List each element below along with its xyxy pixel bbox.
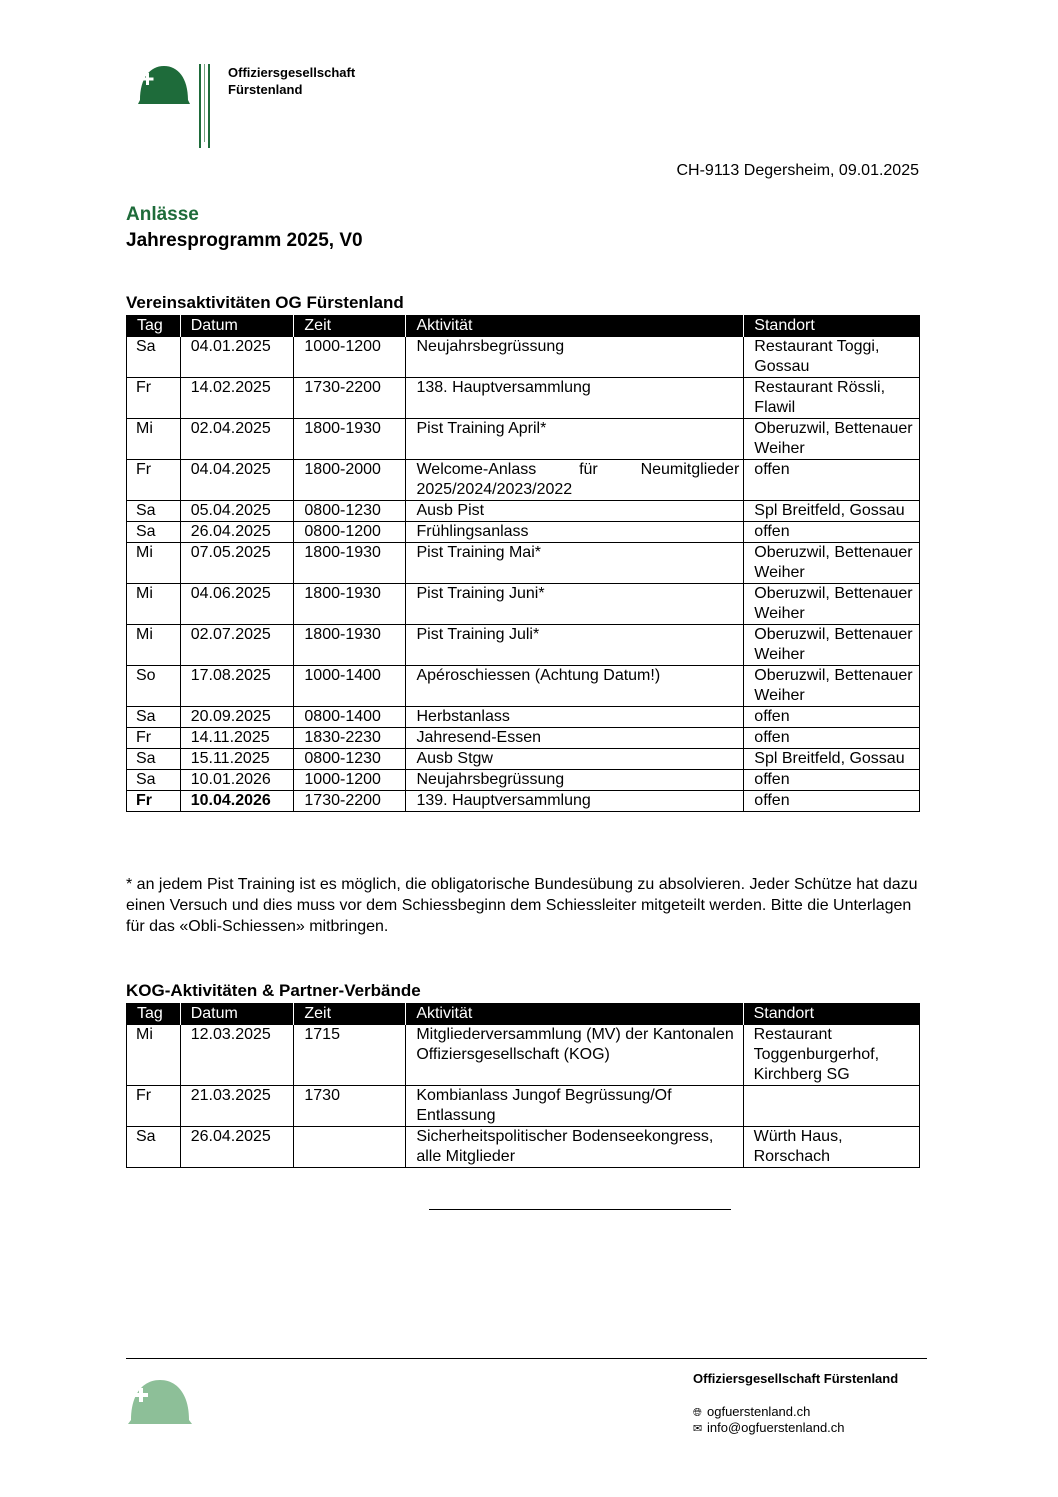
- aktivitaet-word: für: [579, 461, 598, 478]
- cell-datum: 02.04.2025: [180, 419, 294, 460]
- globe-icon: 🌐︎: [693, 1407, 702, 1419]
- cell-aktivitaet: Frühlingsanlass: [406, 522, 744, 543]
- table-row: [127, 770, 920, 791]
- cell-standort: Spl Breitfeld, Gossau: [744, 749, 920, 770]
- cell-standort: offen: [744, 522, 920, 543]
- col-header-tag: Tag: [127, 315, 181, 337]
- cell-zeit: 1800-1930: [294, 584, 406, 625]
- cell-standort: offen: [744, 770, 920, 791]
- cell-tag: Mi: [127, 419, 181, 460]
- cell-tag: Mi: [127, 1025, 181, 1086]
- cell-datum: 26.04.2025: [180, 522, 294, 543]
- footer-website[interactable]: [693, 1404, 810, 1420]
- table-row: [127, 728, 920, 749]
- cell-zeit: 1715: [294, 1025, 406, 1086]
- cell-datum: 05.04.2025: [180, 501, 294, 522]
- helmet-logo: [136, 62, 192, 106]
- cell-aktivitaet: 139. Hauptversammlung: [406, 791, 744, 812]
- cell-standort: Spl Breitfeld, Gossau: [744, 501, 920, 522]
- cell-zeit: 0800-1230: [294, 749, 406, 770]
- cell-tag: Sa: [127, 770, 181, 791]
- aktivitaet-word: Welcome-Anlass: [416, 461, 537, 478]
- document-title: Jahresprogramm 2025, V0: [126, 230, 363, 251]
- table-row: [127, 337, 920, 378]
- schedule-table-verein: [126, 315, 920, 812]
- cell-tag: Sa: [127, 749, 181, 770]
- cell-datum: 15.11.2025: [180, 749, 294, 770]
- place-date: CH-9113 Degersheim, 09.01.2025: [676, 162, 919, 179]
- cell-datum: 14.02.2025: [180, 378, 294, 419]
- cell-aktivitaet: Pist Training Mai*: [406, 543, 744, 584]
- cell-datum: 20.09.2025: [180, 707, 294, 728]
- table-row: [127, 1127, 920, 1168]
- cell-aktivitaet: 138. Hauptversammlung: [406, 378, 744, 419]
- cell-tag: Sa: [127, 337, 181, 378]
- cell-standort: offen: [744, 460, 920, 501]
- cell-zeit: 1000-1200: [294, 337, 406, 378]
- header-stripes: [198, 64, 214, 148]
- col-header-datum: Datum: [180, 1003, 294, 1025]
- org-name-line2: Fürstenland: [228, 82, 303, 97]
- cell-standort: Oberuzwil, Bettenauer Weiher: [744, 584, 920, 625]
- cell-aktivitaet: Pist Training Juni*: [406, 584, 744, 625]
- cell-zeit: 1730-2200: [294, 378, 406, 419]
- cell-aktivitaet: Pist Training April*: [406, 419, 744, 460]
- cell-zeit: 1800-1930: [294, 543, 406, 584]
- table-row: [127, 501, 920, 522]
- cell-zeit: 1800-1930: [294, 625, 406, 666]
- cell-aktivitaet: Jahresend-Essen: [406, 728, 744, 749]
- cell-standort: offen: [744, 707, 920, 728]
- cell-aktivitaet: Sicherheitspolitischer Bodenseekongress, alle Mitglieder: [406, 1127, 743, 1168]
- cell-zeit: 1800-1930: [294, 419, 406, 460]
- cell-datum: 04.01.2025: [180, 337, 294, 378]
- cell-tag: Fr: [127, 728, 181, 749]
- cell-standort: Oberuzwil, Bettenauer Weiher: [744, 666, 920, 707]
- table-row: [127, 522, 920, 543]
- cell-zeit: 1000-1400: [294, 666, 406, 707]
- cell-datum: 07.05.2025: [180, 543, 294, 584]
- cell-zeit: 0800-1200: [294, 522, 406, 543]
- cell-standort: Oberuzwil, Bettenauer Weiher: [744, 625, 920, 666]
- table-row: [127, 1086, 920, 1127]
- website-text[interactable]: ogfuerstenland.ch: [707, 1404, 811, 1419]
- cell-datum: 04.04.2025: [180, 460, 294, 501]
- table-row: [127, 625, 920, 666]
- col-header-aktivitaet: Aktivität: [406, 1003, 743, 1025]
- cell-aktivitaet: Ausb Pist: [406, 501, 744, 522]
- cell-zeit: 1830-2230: [294, 728, 406, 749]
- table-row: [127, 543, 920, 584]
- cell-standort: Oberuzwil, Bettenauer Weiher: [744, 543, 920, 584]
- cell-zeit: [294, 1127, 406, 1168]
- footer-divider: [126, 1358, 927, 1359]
- cell-standort: offen: [744, 728, 920, 749]
- cell-standort: [743, 1086, 919, 1127]
- cell-datum: 14.11.2025: [180, 728, 294, 749]
- cell-tag: Mi: [127, 543, 181, 584]
- separator-line: [429, 1209, 731, 1210]
- org-name-line1: Offiziersgesellschaft: [228, 65, 356, 80]
- cell-aktivitaet: Herbstanlass: [406, 707, 744, 728]
- table-row: [127, 419, 920, 460]
- cell-standort: offen: [744, 791, 920, 812]
- cell-zeit: 0800-1230: [294, 501, 406, 522]
- cell-tag: Mi: [127, 625, 181, 666]
- cell-standort: Restaurant Toggi, Gossau: [744, 337, 920, 378]
- cell-standort: Restaurant Rössli, Flawil: [744, 378, 920, 419]
- table-row: [127, 791, 920, 812]
- footer-helmet-logo: [126, 1376, 194, 1426]
- cell-datum: 17.08.2025: [180, 666, 294, 707]
- col-header-zeit: Zeit: [294, 1003, 406, 1025]
- cell-datum: 12.03.2025: [180, 1025, 294, 1086]
- cell-tag: Sa: [127, 1127, 181, 1168]
- cell-datum: 10.01.2026: [180, 770, 294, 791]
- section-title-vereinsaktivitaeten: Vereinsaktivitäten OG Fürstenland: [126, 293, 404, 312]
- col-header-standort: Standort: [743, 1003, 919, 1025]
- cell-standort: Würth Haus, Rorschach: [743, 1127, 919, 1168]
- table-header-row: [127, 315, 920, 337]
- schedule-table-kog: [126, 1003, 920, 1168]
- table-row: [127, 707, 920, 728]
- cell-datum: 02.07.2025: [180, 625, 294, 666]
- cell-zeit: 1730: [294, 1086, 406, 1127]
- table-header-row: [127, 1003, 920, 1025]
- cell-tag: Fr: [127, 791, 181, 812]
- cell-zeit: 0800-1400: [294, 707, 406, 728]
- org-name: [228, 64, 355, 98]
- cell-tag: Fr: [127, 378, 181, 419]
- cell-tag: Mi: [127, 584, 181, 625]
- cell-aktivitaet: Apéroschiessen (Achtung Datum!): [406, 666, 744, 707]
- col-header-standort: Standort: [744, 315, 920, 337]
- email-text[interactable]: info@ogfuerstenland.ch: [707, 1420, 845, 1435]
- cell-aktivitaet: Ausb Stgw: [406, 749, 744, 770]
- cell-aktivitaet: Pist Training Juli*: [406, 625, 744, 666]
- cell-tag: Fr: [127, 460, 181, 501]
- cell-datum: 21.03.2025: [180, 1086, 294, 1127]
- cell-aktivitaet: Mitgliederversammlung (MV) der Kantonalen Offiziersgesellschaft (KOG): [406, 1025, 743, 1086]
- cell-tag: Fr: [127, 1086, 181, 1127]
- table-row: [127, 749, 920, 770]
- cell-zeit: 1000-1200: [294, 770, 406, 791]
- table-row: [127, 584, 920, 625]
- cell-aktivitaet: Neujahrsbegrüssung: [406, 337, 744, 378]
- footer-org-name: Offiziersgesellschaft Fürstenland: [693, 1371, 899, 1386]
- col-header-tag: Tag: [127, 1003, 181, 1025]
- cell-datum: 10.04.2026: [180, 791, 294, 812]
- cell-standort: Restaurant Toggenburgerhof, Kirchberg SG: [743, 1025, 919, 1086]
- cell-standort: Oberuzwil, Bettenauer Weiher: [744, 419, 920, 460]
- cell-datum: 04.06.2025: [180, 584, 294, 625]
- footnote-pist-training: * an jedem Pist Training ist es möglich, die obligatorische Bundesübung zu absolvieren. Jeder Schütze hat dazu einen Versuch und dies muss vor dem Schiessbeginn dem Schiessleiter mitgeteilt werden. Bitte die Unterlagen für das «Obli-Schiessen» mitbringen.: [126, 876, 918, 935]
- cell-datum: 26.04.2025: [180, 1127, 294, 1168]
- table-row: [127, 1025, 920, 1086]
- envelope-icon: ✉︎: [693, 1423, 703, 1435]
- aktivitaet-line2: 2025/2024/2023/2022: [416, 481, 573, 498]
- table-row: [127, 666, 920, 707]
- cell-zeit: 1800-2000: [294, 460, 406, 501]
- cell-aktivitaet: Neujahrsbegrüssung: [406, 770, 744, 791]
- col-header-zeit: Zeit: [294, 315, 406, 337]
- cell-tag: Sa: [127, 707, 181, 728]
- section-title-kog: KOG-Aktivitäten & Partner-Verbände: [126, 981, 421, 1000]
- aktivitaet-word: Neumitglieder: [640, 461, 740, 478]
- cell-tag: So: [127, 666, 181, 707]
- col-header-aktivitaet: Aktivität: [406, 315, 744, 337]
- cell-tag: Sa: [127, 501, 181, 522]
- col-header-datum: Datum: [180, 315, 294, 337]
- document-category: Anlässe: [126, 204, 199, 225]
- footer-email[interactable]: [693, 1420, 845, 1435]
- table-row: [127, 460, 920, 501]
- cell-aktivitaet: [406, 460, 744, 501]
- cell-zeit: 1730-2200: [294, 791, 406, 812]
- cell-tag: Sa: [127, 522, 181, 543]
- table-row: [127, 378, 920, 419]
- cell-aktivitaet: Kombianlass Jungof Begrüssung/Of Entlassung: [406, 1086, 743, 1127]
